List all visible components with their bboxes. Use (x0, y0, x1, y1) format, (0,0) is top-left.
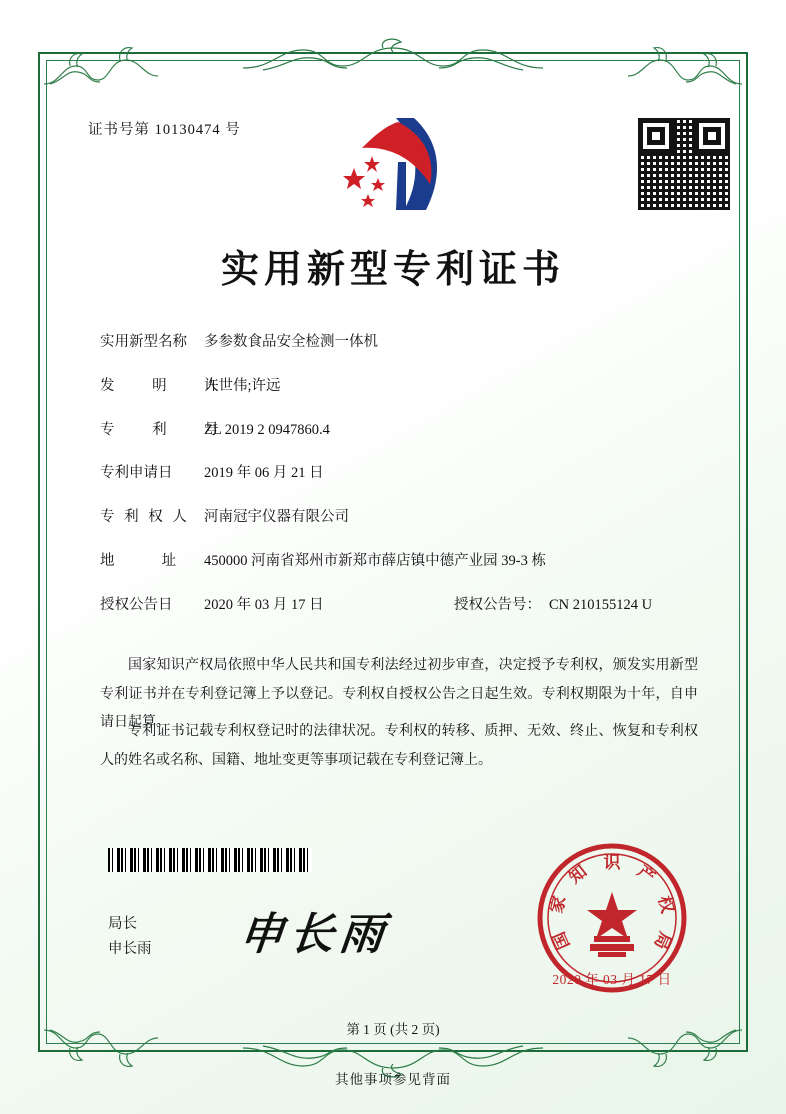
qr-code (638, 118, 730, 210)
field-value: 河南冠宇仪器有限公司 (204, 509, 349, 525)
field-value: 2019 年 06 月 21 日 (204, 465, 324, 482)
field-value: 多参数食品安全检测一体机 (204, 334, 378, 350)
field-value: 450000 河南省郑州市新郑市薛店镇中德产业园 39-3 栋 (204, 552, 546, 569)
field-value-grant-number: CN 210155124 U (549, 596, 653, 613)
field-row-grant (100, 595, 700, 617)
field-value: 许世伟;许远 (204, 377, 281, 394)
field-label: 专 利 号 (100, 421, 226, 438)
svg-text:知: 知 (565, 861, 591, 888)
footer-note: 其他事项参见背面 (335, 1072, 451, 1087)
field-value: ZL 2019 2 0947860.4 (204, 421, 330, 438)
field-value-grant-date: 2020 年 03 月 17 日 (204, 596, 324, 613)
cnipa-logo-icon (318, 112, 468, 220)
seal-date: 2020 年 03 月 17 日 (552, 972, 672, 987)
signature-role: 局长 (108, 916, 137, 932)
field-row-address (100, 551, 700, 573)
paragraph-text: 专利证书记载专利权登记时的法律状况。专利权的转移、质押、无效、终止、恢复和专利权人的姓名或名称、国籍、地址变更等事项记载在专利登记簿上。 (100, 724, 698, 768)
page-title: 实用新型专利证书 (220, 246, 565, 291)
page-number: 第 1 页 (共 2 页) (346, 1022, 440, 1037)
paragraph-text: 国家知识产权局依照中华人民共和国专利法经过初步审查，决定授予专利权，颁发实用新型专利证书并在专利登记簿上予以登记。专利权自授权公告之日起生效。专利权期限为十年，自申请日起算。 (100, 658, 698, 731)
corner-ornament-icon (40, 36, 160, 88)
field-list (100, 332, 700, 638)
field-row-filing-date (100, 463, 700, 485)
paragraph-registry-statement (100, 718, 698, 775)
handwritten-signature: 申长雨 (236, 909, 393, 960)
field-label: 专利申请日 (100, 465, 173, 482)
barcode (108, 848, 312, 872)
field-label: 地 址 (100, 552, 177, 569)
field-row-patentee (100, 507, 700, 529)
corner-ornament-icon (626, 36, 746, 88)
field-row-inventor (100, 376, 700, 398)
field-label-grant-number: 授权公告号： (454, 596, 541, 613)
svg-text:权: 权 (653, 894, 678, 916)
svg-text:家: 家 (546, 894, 571, 916)
certificate-number: 证书号第 10130474 号 (88, 122, 241, 138)
top-flourish-icon (243, 38, 543, 84)
svg-text:产: 产 (633, 861, 659, 888)
field-label: 实用新型名称 (100, 334, 187, 350)
field-label: 发 明 人 (100, 377, 226, 394)
field-label-grant-date: 授权公告日 (100, 596, 173, 613)
svg-text:局: 局 (649, 928, 675, 953)
signature-name: 申长雨 (108, 940, 152, 957)
field-row-patent-number (100, 420, 700, 442)
field-label: 专 利 权 人 (100, 509, 190, 525)
field-row-name (100, 332, 700, 354)
signature-block (108, 912, 152, 961)
svg-text:识: 识 (603, 853, 621, 873)
svg-text:国: 国 (549, 928, 575, 953)
